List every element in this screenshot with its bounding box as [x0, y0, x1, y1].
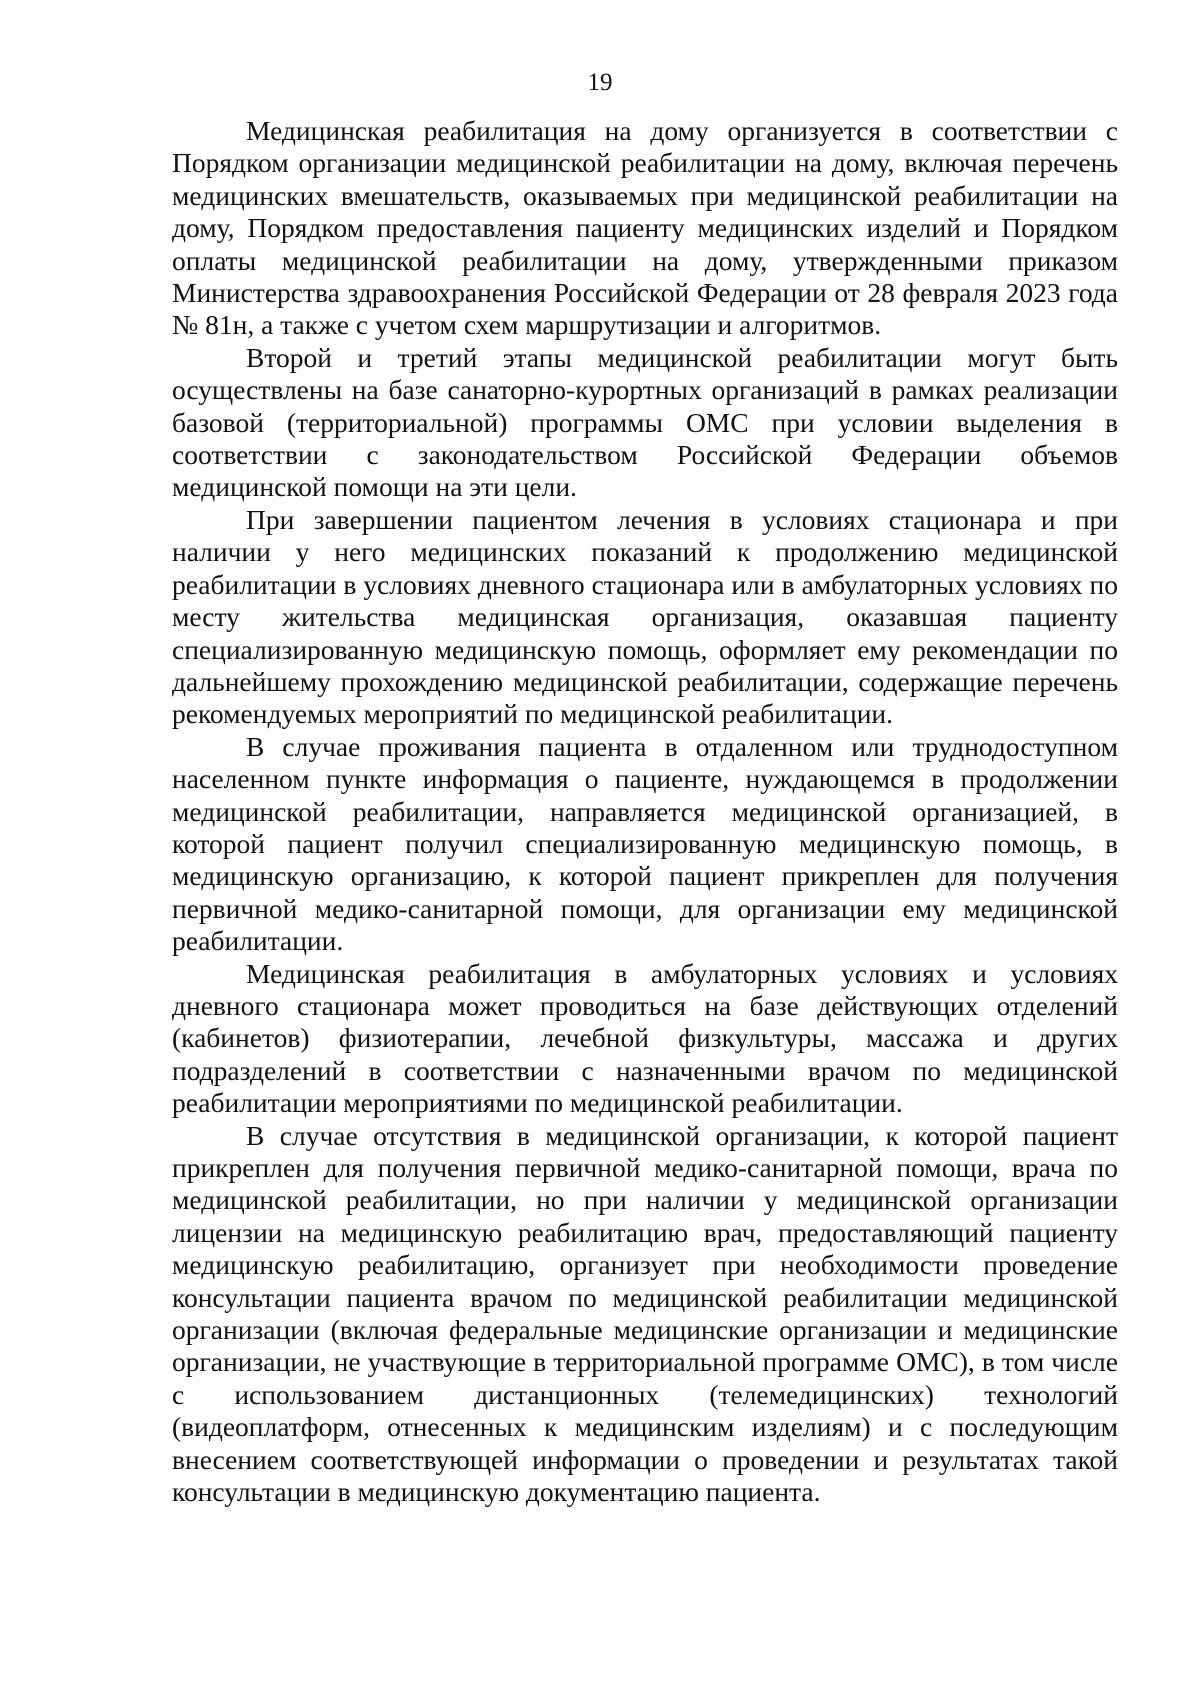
paragraph-telemedicine-consultation: В случае отсутствия в медицинской организации, к которой пациент прикреплен для получения первичной медико-санитарной помощи, врача по медицинской реабилитации, но при наличии у медицинской организации лицензии на медицинскую реабилитацию врач, предоставляющий пациенту медицинскую реабилитацию, организует при необходимости проведение консультации пациента врачом по медицинской реабилитации медицинской организации (включая федеральные медицинские организации и медицинские организации, не участвующие в территориальной программе ОМС), в том числе с использованием дистанционных (телемедицинских) технологий (видеоплатформ, отнесенных к медицинским изделиям) и с последующим внесением соответствующей информации о проведении и результатах такой консультации в медицинскую документацию пациента. — [172, 1119, 1118, 1508]
paragraph-outpatient-day-hospital: Медицинская реабилитация в амбулаторных условиях и условиях дневного стационара может проводиться на базе действующих отделений (кабинетов) физиотерапии, лечебной физкультуры, массажа и других подразделений в соответствии с назначенными врачом по медицинской реабилитации мероприятиями по медицинской реабилитации. — [172, 957, 1118, 1119]
document-body — [172, 115, 1118, 1508]
paragraph-home-rehabilitation: Медицинская реабилитация на дому организуется в соответствии с Порядком организации медицинской реабилитации на дому, включая перечень медицинских вмешательств, оказываемых при медицинской реабилитации на дому, Порядком предоставления пациенту медицинских изделий и Порядком оплаты медицинской реабилитации на дому, утвержденными приказом Министерства здравоохранения Российской Федерации от 28 февраля 2023 года № 81н, а также с учетом схем маршрутизации и алгоритмов. — [172, 115, 1118, 341]
paragraph-remote-settlement: В случае проживания пациента в отдаленном или труднодоступном населенном пункте информация о пациенте, нуждающемся в продолжении медицинской реабилитации, направляется медицинской организацией, в которой пациент получил специализированную медицинскую помощь, в медицинскую организацию, к которой пациент прикреплен для получения первичной медико-санитарной помощи, для организации ему медицинской реабилитации. — [172, 730, 1118, 957]
page-number: 19 — [587, 69, 613, 96]
paragraph-discharge-recommendations: При завершении пациентом лечения в условиях стационара и при наличии у него медицинских показаний к продолжению медицинской реабилитации в условиях дневного стационара или в амбулаторных условиях по месту жительства медицинская организация, оказавшая пациенту специализированную медицинскую помощь, оформляет ему рекомендации по дальнейшему прохождению медицинской реабилитации, содержащие перечень рекомендуемых мероприятий по медицинской реабилитации. — [172, 503, 1118, 730]
paragraph-sanatorium-stages: Второй и третий этапы медицинской реабилитации могут быть осуществлены на базе санаторно-курортных организаций в рамках реализации базовой (территориальной) программы ОМС при условии выделения в соответствии с законодательством Российской Федерации объемов медицинской помощи на эти цели. — [172, 341, 1118, 503]
